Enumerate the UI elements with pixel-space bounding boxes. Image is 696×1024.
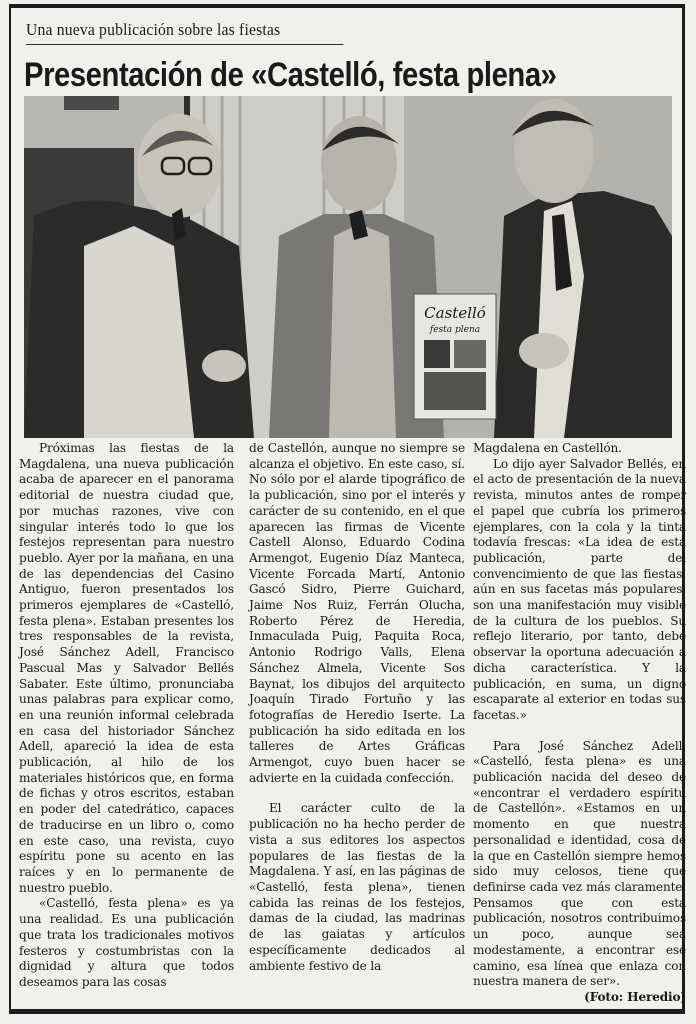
paragraph: Lo dijo ayer Salvador Bellés, en el acto de presentación de la nueva revista, minutos antes de romper el papel que cubría los primeros ejemplares, con la cola y la tinta todavía frescas: «La idea de esta publicación, parte del convencimiento de que las fiestas, aún en sus facetas más populares, son una manifestación muy visible de la cultura de los pueblos. Su reflejo literario, por tanto, debe observar la oportuna adecuación a dicha característica. Y la publicación, en suma, un digno escaparate al exterior en todas sus facetas.» xyxy=(473,456,686,722)
paragraph: El carácter culto de la publicación no ha hecho perder de vista a sus editores los aspectos populares de las fiestas de la Magdalena. Y así, en las páginas de «Castelló, festa plena», tienen cabida las reinas de los festejos, damas de la ciudad, las madrinas de las gaiatas y artículos específicamente dedicados al ambiente festivo de la xyxy=(249,801,465,973)
photo-illustration xyxy=(24,96,672,438)
article-headline: Presentación de «Castelló, festa plena» xyxy=(24,56,557,94)
column-3 xyxy=(473,441,686,1006)
paragraph: «Castelló, festa plena» es ya una realidad. Es una publicación que trata los tradicionales motivos festeros y costumbristas con la dignidad y altura que todos deseamos para las cosas xyxy=(19,896,234,989)
svg-text:Castelló: Castelló xyxy=(424,304,486,322)
photo-credit: (Foto: Heredio) xyxy=(584,989,686,1004)
article-kicker: Una nueva publicación sobre las fiestas xyxy=(26,20,343,45)
column-1 xyxy=(19,441,234,991)
svg-text:festa plena: festa plena xyxy=(429,325,481,335)
column-2 xyxy=(249,441,465,974)
paragraph: Para José Sánchez Adell, «Castelló, festa plena» es una publicación nacida del deseo de «encontrar el verdadero espíritu de Castellón». «Estamos en un momento en que nuestra personalidad e identidad, cosa de la que en Castellón siempre hemos sido muy celosos, tiene que definirse cada vez más claramente. Pensamos que con esta publicación, nosotros contribuimos un poco, aunque sea modestamente, a encontrar ese camino, esa línea que enlaza con nuestra manera de ser». xyxy=(473,738,686,989)
magazine-cover xyxy=(414,294,496,419)
paragraph: Próximas las fiestas de la Magdalena, una nueva publicación acaba de aparecer en el panorama editorial de nuestra ciudad que, por muchas razones, vive con singular interés todo lo que los festejos representan para nuestro pueblo. Ayer por la mañana, en una de las dependencias del Casino Antiguo, fueron presentados los primeros ejemplares de «Castelló, festa plena». Estaban presentes los tres responsables de la revista, José Sánchez Adell, Francisco Pascual Mas y Salvador Bellés Sabater. Este último, pronunciaba unas palabras para explicar como, en una reunión informal celebrada en casa del historiador Sánchez Adell, apareció la idea de esta publicación, al hilo de los materiales históricos que, en forma de fichas y otros escritos, estaban en poder del catedrático, capaces de traducirse en un libro o, como en este caso, una revista, cuyo espíritu pone su acento en las raíces y en lo permanente de nuestro pueblo. xyxy=(19,441,234,895)
article-body xyxy=(19,441,686,1009)
paragraph: de Castellón, aunque no siempre se alcanza el objetivo. En este caso, sí. No sólo por el alarde tipográfico de la publicación, sino por el interés y carácter de su contenido, en el que aparecen las firmas de Vicente Castell Alonso, Eduardo Codina Armengot, Eugenio Díaz Manteca, Vicente Forcada Martí, Antonio Gascó Sidro, Pierre Guichard, Jaime Nos Ruiz, Ferrán Olucha, Roberto Pérez de Heredia, Inmaculada Puig, Paquita Roca, Antonio Rodrigo Valls, Elena Sánchez Almela, Vicente Sos Baynat, los dibujos del arquitecto Joaquín Tirado Fortuño y las fotografías de Heredio Iserte. La publicación ha sido editada en los talleres de Artes Gráficas Armengot, cuyo buen hacer se advierte en la cuidada confección. xyxy=(249,441,465,785)
paragraph: Magdalena en Castellón. xyxy=(473,441,622,455)
article-photo xyxy=(24,96,672,438)
